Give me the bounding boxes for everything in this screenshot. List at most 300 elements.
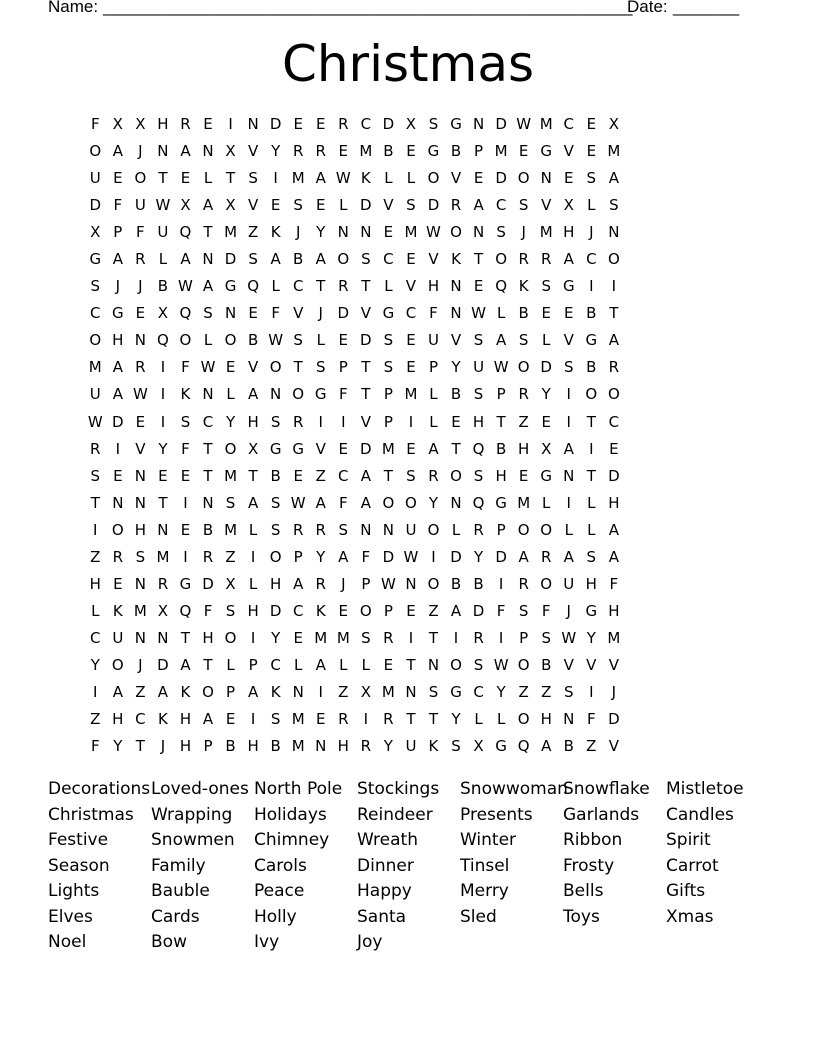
grid-letter[interactable]: S xyxy=(609,196,619,215)
grid-letter[interactable]: M xyxy=(359,142,373,161)
grid-letter[interactable]: R xyxy=(540,547,552,566)
grid-letter[interactable]: J xyxy=(138,142,143,161)
grid-letter[interactable]: W xyxy=(87,412,103,431)
grid-letter[interactable]: S xyxy=(361,628,371,647)
grid-letter[interactable]: R xyxy=(518,385,529,404)
grid-letter[interactable]: V xyxy=(428,250,439,269)
grid-letter[interactable]: I xyxy=(431,547,436,566)
grid-letter[interactable]: A xyxy=(563,439,574,458)
grid-letter[interactable]: U xyxy=(473,358,485,377)
grid-letter[interactable]: U xyxy=(134,196,146,215)
grid-letter[interactable]: E xyxy=(293,628,303,647)
grid-letter[interactable]: N xyxy=(247,115,259,133)
grid-letter[interactable]: T xyxy=(180,628,191,647)
grid-letter[interactable]: X xyxy=(112,115,123,133)
grid-letter[interactable]: I xyxy=(408,628,414,647)
grid-letter[interactable]: L xyxy=(429,412,438,431)
grid-letter[interactable]: A xyxy=(473,196,484,215)
grid-letter[interactable]: D xyxy=(427,196,440,215)
grid-letter[interactable]: E xyxy=(518,466,529,485)
grid-letter[interactable]: O xyxy=(585,385,598,404)
grid-letter[interactable]: E xyxy=(541,412,551,431)
grid-letter[interactable]: W xyxy=(132,385,148,404)
grid-letter[interactable]: O xyxy=(224,331,237,350)
grid-letter[interactable]: M xyxy=(224,223,238,242)
grid-letter[interactable]: D xyxy=(337,304,350,323)
grid-letter[interactable]: H xyxy=(112,331,124,350)
grid-letter[interactable]: V xyxy=(608,737,619,756)
grid-letter[interactable]: Q xyxy=(157,331,169,350)
grid-letter[interactable]: R xyxy=(450,196,462,215)
grid-letter[interactable]: A xyxy=(563,250,574,269)
grid-letter[interactable]: L xyxy=(316,331,325,350)
grid-letter[interactable]: C xyxy=(90,628,101,647)
grid-letter[interactable]: O xyxy=(134,169,147,188)
grid-letter[interactable]: J xyxy=(160,737,166,756)
grid-letter[interactable]: O xyxy=(427,169,440,188)
grid-letter[interactable]: L xyxy=(339,655,348,674)
grid-letter[interactable]: F xyxy=(496,601,506,620)
grid-letter[interactable]: L xyxy=(271,277,280,296)
grid-letter[interactable]: R xyxy=(292,520,304,539)
grid-letter[interactable]: T xyxy=(473,250,484,269)
grid-letter[interactable]: F xyxy=(203,601,213,620)
grid-letter[interactable]: N xyxy=(315,737,327,756)
grid-letter[interactable]: N xyxy=(134,331,146,350)
grid-letter[interactable]: O xyxy=(382,493,395,512)
grid-letter[interactable]: C xyxy=(202,412,214,431)
grid-letter[interactable]: B xyxy=(157,277,169,296)
grid-letter[interactable]: A xyxy=(315,655,326,674)
grid-letter[interactable]: U xyxy=(112,628,124,647)
grid-letter[interactable]: E xyxy=(383,655,394,674)
grid-letter[interactable]: E xyxy=(406,250,416,269)
grid-letter[interactable]: Y xyxy=(451,710,461,729)
grid-letter[interactable]: F xyxy=(338,385,348,404)
grid-letter[interactable]: K xyxy=(518,277,529,296)
grid-letter[interactable]: S xyxy=(428,682,439,701)
grid-letter[interactable]: M xyxy=(133,601,147,620)
grid-letter[interactable]: P xyxy=(293,547,303,566)
grid-letter[interactable]: H xyxy=(247,737,259,756)
grid-letter[interactable]: X xyxy=(225,142,236,161)
grid-letter[interactable]: B xyxy=(270,466,281,485)
grid-letter[interactable]: E xyxy=(113,169,123,188)
grid-letter[interactable]: N xyxy=(405,574,417,593)
grid-letter[interactable]: G xyxy=(585,331,598,350)
grid-letter[interactable]: Z xyxy=(338,682,349,701)
grid-letter[interactable]: T xyxy=(225,169,236,188)
grid-letter[interactable]: R xyxy=(383,628,394,647)
grid-letter[interactable]: S xyxy=(496,223,506,242)
grid-letter[interactable]: R xyxy=(135,250,146,269)
grid-letter[interactable]: S xyxy=(406,196,416,215)
grid-letter[interactable]: H xyxy=(563,223,575,242)
grid-letter[interactable]: N xyxy=(270,385,282,404)
grid-letter[interactable]: D xyxy=(608,466,620,485)
grid-letter[interactable]: I xyxy=(160,358,166,377)
grid-letter[interactable]: O xyxy=(224,628,237,647)
grid-letter[interactable]: Q xyxy=(179,223,192,242)
grid-letter[interactable]: W xyxy=(561,628,577,647)
grid-letter[interactable]: S xyxy=(225,493,236,512)
grid-letter[interactable]: I xyxy=(183,547,188,566)
grid-letter[interactable]: V xyxy=(563,142,574,161)
grid-letter[interactable]: G xyxy=(314,385,327,404)
grid-letter[interactable]: L xyxy=(248,574,258,593)
grid-letter[interactable]: L xyxy=(406,169,416,188)
grid-letter[interactable]: F xyxy=(271,304,280,323)
grid-letter[interactable]: A xyxy=(112,682,123,701)
grid-letter[interactable]: R xyxy=(360,737,372,756)
grid-letter[interactable]: P xyxy=(383,385,393,404)
grid-letter[interactable]: S xyxy=(270,412,281,431)
grid-letter[interactable]: D xyxy=(540,358,552,377)
grid-letter[interactable]: X xyxy=(90,223,101,242)
grid-letter[interactable]: F xyxy=(586,710,596,729)
grid-letter[interactable]: J xyxy=(521,223,526,242)
grid-letter[interactable]: X xyxy=(405,115,417,133)
grid-letter[interactable]: M xyxy=(88,358,102,377)
grid-letter[interactable]: H xyxy=(608,601,620,620)
grid-letter[interactable]: B xyxy=(541,655,552,674)
grid-letter[interactable]: K xyxy=(180,682,191,701)
grid-letter[interactable]: G xyxy=(495,737,507,756)
grid-letter[interactable]: J xyxy=(138,277,143,296)
grid-letter[interactable]: S xyxy=(90,466,101,485)
grid-letter[interactable]: N xyxy=(112,493,124,512)
grid-letter[interactable]: V xyxy=(293,304,304,323)
grid-letter[interactable]: Z xyxy=(518,682,529,701)
grid-letter[interactable]: W xyxy=(493,358,509,377)
grid-letter[interactable]: R xyxy=(135,358,146,377)
grid-letter[interactable]: L xyxy=(429,385,438,404)
grid-letter[interactable]: H xyxy=(337,737,349,756)
grid-letter[interactable]: H xyxy=(112,710,124,729)
grid-letter[interactable]: H xyxy=(179,710,192,729)
grid-letter[interactable]: M xyxy=(494,142,508,161)
grid-letter[interactable]: G xyxy=(382,304,395,323)
grid-letter[interactable]: E xyxy=(158,466,168,485)
grid-letter[interactable]: E xyxy=(586,115,597,133)
grid-letter[interactable]: N xyxy=(157,628,169,647)
grid-letter[interactable]: R xyxy=(608,358,620,377)
grid-letter[interactable]: A xyxy=(202,196,214,215)
grid-letter[interactable]: D xyxy=(360,196,372,215)
grid-letter[interactable]: U xyxy=(563,574,575,593)
grid-letter[interactable]: Q xyxy=(179,601,192,620)
grid-letter[interactable]: E xyxy=(406,142,416,161)
grid-letter[interactable]: L xyxy=(203,331,213,350)
grid-letter[interactable]: G xyxy=(540,142,553,161)
grid-letter[interactable]: L xyxy=(158,250,168,269)
grid-letter[interactable]: E xyxy=(293,115,303,133)
grid-letter[interactable]: B xyxy=(383,142,394,161)
grid-letter[interactable]: T xyxy=(135,737,145,756)
grid-letter[interactable]: E xyxy=(609,439,619,458)
grid-letter[interactable]: M xyxy=(291,710,305,729)
grid-letter[interactable]: V xyxy=(135,439,146,458)
grid-letter[interactable]: I xyxy=(566,385,571,404)
grid-letter[interactable]: D xyxy=(157,655,169,674)
grid-letter[interactable]: S xyxy=(518,331,529,350)
grid-letter[interactable]: A xyxy=(247,385,259,404)
grid-letter[interactable]: M xyxy=(517,493,531,512)
grid-letter[interactable]: T xyxy=(203,655,213,674)
grid-letter[interactable]: T xyxy=(316,277,326,296)
grid-letter[interactable]: B xyxy=(202,520,214,539)
grid-letter[interactable]: O xyxy=(540,520,553,539)
grid-letter[interactable]: S xyxy=(270,520,281,539)
grid-letter[interactable]: O xyxy=(224,439,237,458)
grid-letter[interactable]: H xyxy=(247,601,259,620)
grid-letter[interactable]: D xyxy=(608,710,620,729)
grid-letter[interactable]: R xyxy=(112,547,124,566)
grid-letter[interactable]: Y xyxy=(473,547,484,566)
grid-letter[interactable]: F xyxy=(541,601,551,620)
grid-letter[interactable]: O xyxy=(269,547,282,566)
grid-letter[interactable]: O xyxy=(517,358,530,377)
grid-letter[interactable]: Q xyxy=(517,737,530,756)
grid-letter[interactable]: L xyxy=(451,520,461,539)
grid-letter[interactable]: H xyxy=(247,412,259,431)
grid-letter[interactable]: B xyxy=(518,304,529,323)
grid-letter[interactable]: W xyxy=(471,304,486,323)
grid-letter[interactable]: F xyxy=(113,196,123,215)
grid-letter[interactable]: L xyxy=(564,520,573,539)
grid-letter[interactable]: I xyxy=(273,169,278,188)
grid-letter[interactable]: A xyxy=(247,493,259,512)
grid-letter[interactable]: M xyxy=(314,628,328,647)
grid-letter[interactable]: W xyxy=(155,196,171,215)
grid-letter[interactable]: N xyxy=(563,466,575,485)
grid-letter[interactable]: P xyxy=(496,385,506,404)
grid-letter[interactable]: Z xyxy=(518,412,529,431)
grid-letter[interactable]: C xyxy=(292,601,304,620)
grid-letter[interactable]: Y xyxy=(316,547,326,566)
grid-letter[interactable]: O xyxy=(111,655,124,674)
grid-letter[interactable]: Q xyxy=(472,493,485,512)
grid-letter[interactable]: A xyxy=(315,250,326,269)
grid-letter[interactable]: A xyxy=(247,682,259,701)
grid-letter[interactable]: R xyxy=(90,439,101,458)
grid-letter[interactable]: Y xyxy=(271,142,281,161)
grid-letter[interactable]: E xyxy=(113,466,123,485)
grid-letter[interactable]: I xyxy=(160,385,166,404)
grid-letter[interactable]: I xyxy=(250,710,256,729)
grid-letter[interactable]: S xyxy=(586,547,597,566)
grid-letter[interactable]: J xyxy=(295,223,301,242)
grid-letter[interactable]: P xyxy=(113,223,123,242)
grid-letter[interactable]: R xyxy=(518,250,529,269)
grid-letter[interactable]: S xyxy=(473,655,484,674)
name-blank-line[interactable]: ________________________________________________________ xyxy=(103,0,633,16)
grid-letter[interactable]: S xyxy=(406,466,416,485)
grid-letter[interactable]: U xyxy=(405,520,417,539)
date-blank-line[interactable]: _______ xyxy=(673,0,740,16)
grid-letter[interactable]: S xyxy=(293,196,303,215)
grid-letter[interactable]: B xyxy=(450,385,462,404)
grid-letter[interactable]: O xyxy=(359,601,372,620)
grid-letter[interactable]: A xyxy=(450,601,462,620)
grid-letter[interactable]: S xyxy=(315,358,326,377)
grid-letter[interactable]: N xyxy=(450,304,462,323)
grid-letter[interactable]: T xyxy=(586,412,596,431)
grid-letter[interactable]: U xyxy=(89,385,101,404)
grid-letter[interactable]: E xyxy=(338,439,349,458)
grid-letter[interactable]: M xyxy=(607,628,621,647)
grid-letter[interactable]: Y xyxy=(541,385,551,404)
grid-letter[interactable]: X xyxy=(225,574,236,593)
grid-letter[interactable]: P xyxy=(248,655,258,674)
grid-letter[interactable]: Y xyxy=(428,493,439,512)
grid-letter[interactable]: G xyxy=(562,277,575,296)
grid-letter[interactable]: Y xyxy=(90,655,100,674)
grid-letter[interactable]: Y xyxy=(113,737,123,756)
grid-letter[interactable]: E xyxy=(406,331,416,350)
grid-letter[interactable]: E xyxy=(293,466,303,485)
grid-letter[interactable]: S xyxy=(586,169,597,188)
grid-letter[interactable]: P xyxy=(428,358,438,377)
grid-letter[interactable]: D xyxy=(450,547,462,566)
grid-letter[interactable]: Y xyxy=(586,628,596,647)
grid-letter[interactable]: G xyxy=(292,439,304,458)
grid-letter[interactable]: E xyxy=(180,520,191,539)
grid-letter[interactable]: F xyxy=(361,547,371,566)
grid-letter[interactable]: H xyxy=(585,574,597,593)
grid-letter[interactable]: E xyxy=(225,358,236,377)
grid-letter[interactable]: P xyxy=(226,682,236,701)
grid-letter[interactable]: B xyxy=(586,358,597,377)
grid-letter[interactable]: N xyxy=(360,520,372,539)
grid-letter[interactable]: Y xyxy=(496,682,506,701)
grid-letter[interactable]: O xyxy=(202,682,214,701)
grid-letter[interactable]: T xyxy=(496,412,506,431)
grid-letter[interactable]: I xyxy=(250,628,256,647)
grid-letter[interactable]: B xyxy=(225,737,236,756)
grid-letter[interactable]: A xyxy=(315,169,326,188)
grid-letter[interactable]: R xyxy=(338,277,349,296)
grid-letter[interactable]: J xyxy=(589,223,594,242)
grid-letter[interactable]: J xyxy=(115,277,121,296)
grid-letter[interactable]: D xyxy=(224,250,237,269)
grid-letter[interactable]: M xyxy=(224,466,238,485)
grid-letter[interactable]: D xyxy=(382,547,395,566)
grid-letter[interactable]: D xyxy=(202,574,214,593)
grid-letter[interactable]: B xyxy=(473,574,484,593)
grid-letter[interactable]: X xyxy=(541,439,552,458)
grid-letter[interactable]: M xyxy=(156,547,170,566)
grid-letter[interactable]: D xyxy=(472,601,485,620)
grid-letter[interactable]: X xyxy=(157,601,169,620)
grid-letter[interactable]: P xyxy=(383,601,393,620)
grid-letter[interactable]: D xyxy=(495,115,507,133)
grid-letter[interactable]: F xyxy=(181,358,190,377)
grid-letter[interactable]: S xyxy=(541,277,551,296)
grid-letter[interactable]: E xyxy=(406,358,416,377)
grid-letter[interactable]: D xyxy=(495,169,507,188)
grid-letter[interactable]: Q xyxy=(495,277,508,296)
grid-letter[interactable]: Y xyxy=(271,628,281,647)
grid-letter[interactable]: V xyxy=(247,196,259,215)
grid-letter[interactable]: C xyxy=(90,304,101,323)
grid-letter[interactable]: E xyxy=(270,196,281,215)
grid-letter[interactable]: R xyxy=(518,574,529,593)
grid-letter[interactable]: A xyxy=(180,142,191,161)
grid-letter[interactable]: B xyxy=(495,439,507,458)
grid-letter[interactable]: D xyxy=(495,547,507,566)
grid-letter[interactable]: E xyxy=(473,169,484,188)
grid-letter[interactable]: L xyxy=(587,196,596,215)
grid-letter[interactable]: E xyxy=(180,169,191,188)
grid-letter[interactable]: V xyxy=(247,142,259,161)
grid-letter[interactable]: E xyxy=(316,196,326,215)
grid-letter[interactable]: M xyxy=(404,385,418,404)
grid-letter[interactable]: X xyxy=(360,682,371,701)
grid-letter[interactable]: I xyxy=(250,547,256,566)
grid-letter[interactable]: L xyxy=(248,520,258,539)
grid-letter[interactable]: I xyxy=(318,682,323,701)
grid-letter[interactable]: D xyxy=(269,115,282,133)
grid-letter[interactable]: E xyxy=(586,142,597,161)
grid-letter[interactable]: S xyxy=(203,304,213,323)
grid-letter[interactable]: E xyxy=(451,412,461,431)
grid-letter[interactable]: E xyxy=(135,304,146,323)
grid-letter[interactable]: E xyxy=(225,710,236,729)
grid-letter[interactable]: O xyxy=(89,331,102,350)
grid-letter[interactable]: B xyxy=(586,304,597,323)
grid-letter[interactable]: O xyxy=(517,169,530,188)
grid-letter[interactable]: S xyxy=(293,331,303,350)
grid-letter[interactable]: I xyxy=(408,412,414,431)
grid-letter[interactable]: A xyxy=(112,385,123,404)
grid-letter[interactable]: G xyxy=(179,574,192,593)
grid-letter[interactable]: O xyxy=(517,520,530,539)
grid-letter[interactable]: T xyxy=(406,710,416,729)
grid-letter[interactable]: D xyxy=(382,115,395,133)
grid-letter[interactable]: V xyxy=(360,412,371,431)
grid-letter[interactable]: S xyxy=(473,385,484,404)
grid-letter[interactable]: Q xyxy=(179,304,192,323)
grid-letter[interactable]: R xyxy=(473,520,484,539)
grid-letter[interactable]: O xyxy=(427,520,440,539)
grid-letter[interactable]: X xyxy=(180,196,191,215)
grid-letter[interactable]: G xyxy=(450,115,462,133)
grid-letter[interactable]: X xyxy=(563,196,574,215)
grid-letter[interactable]: A xyxy=(608,547,619,566)
grid-letter[interactable]: G xyxy=(495,493,507,512)
grid-letter[interactable]: E xyxy=(338,601,349,620)
grid-letter[interactable]: F xyxy=(429,304,438,323)
grid-letter[interactable]: N xyxy=(202,250,214,269)
grid-letter[interactable]: S xyxy=(541,628,551,647)
grid-letter[interactable]: W xyxy=(178,277,193,296)
grid-letter[interactable]: N xyxy=(292,682,304,701)
grid-letter[interactable]: E xyxy=(383,223,394,242)
grid-letter[interactable]: O xyxy=(179,331,192,350)
grid-letter[interactable]: J xyxy=(138,655,143,674)
grid-letter[interactable]: A xyxy=(338,547,349,566)
grid-letter[interactable]: H xyxy=(518,439,530,458)
grid-letter[interactable]: P xyxy=(338,358,348,377)
grid-letter[interactable]: I xyxy=(160,412,166,431)
grid-letter[interactable]: X xyxy=(247,439,259,458)
grid-letter[interactable]: G xyxy=(89,250,102,269)
grid-letter[interactable]: H xyxy=(157,115,169,133)
grid-letter[interactable]: A xyxy=(608,331,619,350)
grid-letter[interactable]: E xyxy=(406,601,416,620)
grid-letter[interactable]: A xyxy=(608,520,619,539)
